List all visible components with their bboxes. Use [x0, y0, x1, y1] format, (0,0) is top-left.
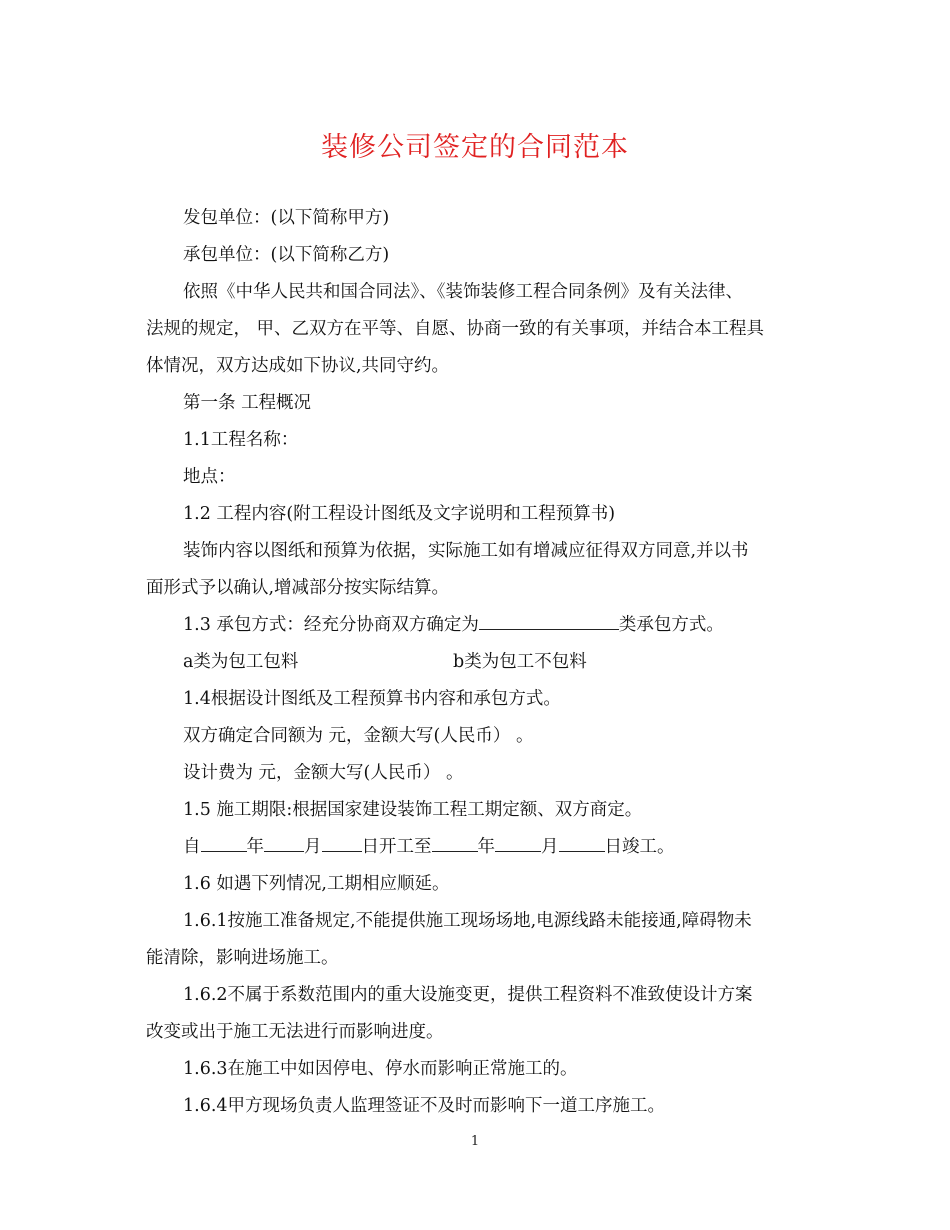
page-number: 1	[470, 1134, 480, 1149]
option-a: a类为包工包料	[183, 652, 299, 672]
document-body	[146, 200, 806, 1125]
end-day-blank	[559, 833, 605, 852]
end-day-label: 日竣工。	[604, 837, 675, 857]
clause-1-6-4: 1.6.4甲方现场负责人监理签证不及时而影响下一道工序施工。	[183, 1096, 666, 1116]
option-b: b类为包工不包料	[453, 652, 587, 672]
contract-type-options	[146, 644, 806, 681]
construction-dates	[146, 829, 806, 866]
design-fee: 设计费为 元，金额大写(人民币） 。	[183, 763, 464, 783]
start-day-blank	[322, 833, 362, 852]
start-month-label: 月	[304, 837, 322, 857]
end-month-label: 月	[541, 837, 559, 857]
paragraph-employer: 发包单位：(以下简称甲方)	[183, 208, 390, 228]
end-year-label: 年	[477, 837, 495, 857]
paragraph-basis-line-2: 法规的规定， 甲、乙双方在平等、自愿、协商一致的有关事项，并结合本工程具	[146, 319, 765, 339]
contract-amount-basis: 1.4根据设计图纸及工程预算书内容和承包方式。	[183, 689, 561, 709]
contract-method-suffix: 类承包方式。	[618, 615, 724, 635]
end-year-blank	[432, 833, 478, 852]
article-heading: 第一条 工程概况	[183, 393, 312, 413]
start-year-label: 年	[246, 837, 264, 857]
clause-1-6-2-line-1: 1.6.2不属于系数范围内的重大设施变更，提供工程资料不准致使设计方案	[183, 985, 753, 1005]
project-location: 地点：	[183, 467, 236, 487]
clause-1-6-1-line-1: 1.6.1按施工准备规定,不能提供施工现场场地,电源线路未能接通,障碍物未	[183, 911, 752, 931]
project-content: 1.2 工程内容(附工程设计图纸及文字说明和工程预算书)	[183, 504, 616, 524]
clause-1-6-1-line-2: 能清除，影响进场施工。	[146, 948, 339, 968]
contract-method-text: 1.3 承包方式：经充分协商双方确定为	[183, 615, 479, 635]
contract-method	[146, 607, 806, 644]
paragraph-contractor: 承包单位：(以下简称乙方)	[183, 245, 390, 265]
contract-type-blank	[479, 611, 619, 630]
project-name: 1.1工程名称：	[183, 430, 299, 450]
document-title: 装修公司签定的合同范本	[321, 132, 629, 163]
paragraph-basis-line-1: 依照《中华人民共和国合同法》、《装饰装修工程合同条例》及有关法律、	[183, 282, 743, 302]
date-from-label: 自	[183, 837, 201, 857]
construction-period: 1.5 施工期限:根据国家建设装饰工程工期定额、双方商定。	[183, 800, 643, 820]
clause-1-6-3: 1.6.3在施工中如因停电、停水而影响正常施工的。	[183, 1059, 578, 1079]
decoration-content-line-2: 面形式予以确认,增减部分按实际结算。	[146, 578, 450, 598]
start-year-blank	[201, 833, 247, 852]
clause-1-6-2-line-2: 改变或出于施工无法进行而影响进度。	[146, 1022, 444, 1042]
paragraph-basis-line-3: 体情况，双方达成如下协议,共同守约。	[146, 356, 450, 376]
contract-amount: 双方确定合同额为 元，金额大写(人民币） 。	[183, 726, 534, 746]
end-month-blank	[495, 833, 541, 852]
delay-conditions: 1.6 如遇下列情况,工期相应顺延。	[183, 874, 450, 894]
decoration-content-line-1: 装饰内容以图纸和预算为依据，实际施工如有增减应征得双方同意,并以书	[183, 541, 749, 561]
start-month-blank	[264, 833, 304, 852]
start-day-label: 日开工至	[361, 837, 432, 857]
